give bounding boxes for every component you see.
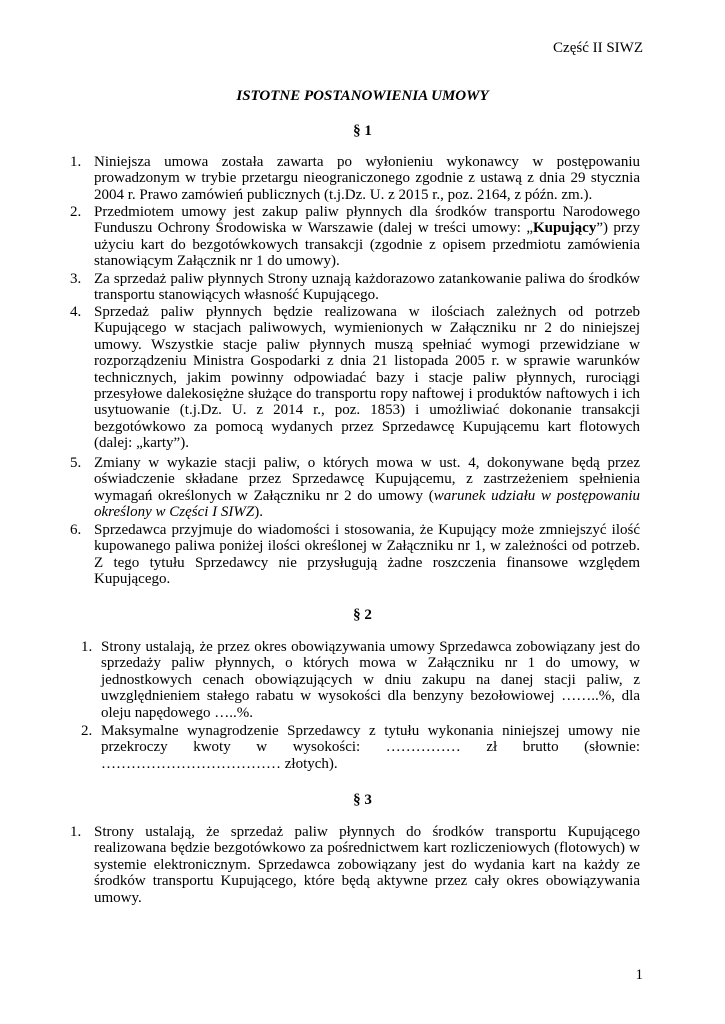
list-item bbox=[70, 455, 640, 521]
item-number: 2. bbox=[70, 204, 82, 220]
section-heading: § 3 bbox=[353, 792, 372, 808]
list-item bbox=[81, 639, 640, 721]
list-item bbox=[81, 723, 640, 772]
document-title: ISTOTNE POSTANOWIENIA UMOWY bbox=[236, 88, 489, 104]
item-number: 3. bbox=[70, 271, 82, 287]
list-item bbox=[70, 304, 640, 452]
item-text-italic: warunek udziału w postępowaniu określony w Części I SIWZ bbox=[94, 487, 640, 521]
item-text: Za sprzedaż paliw płynnych Strony uznają każdorazowo zatankowanie paliwa do środków transportu stanowiących własność Kupującego. bbox=[94, 271, 640, 304]
item-text bbox=[94, 204, 640, 270]
list-item bbox=[70, 154, 640, 203]
item-text-part: ”) przy użyciu kart do bezgotówkowych transakcji (zgodnie z opisem przedmiotu zamówienia stanowiącym Załącznik nr 1 do umowy). bbox=[94, 220, 640, 270]
item-number: 5. bbox=[70, 455, 82, 471]
item-number: 6. bbox=[70, 522, 82, 538]
item-text-part: ). bbox=[254, 504, 264, 521]
list-item bbox=[70, 204, 640, 270]
item-text: Strony ustalają, że przez okres obowiązywania umowy Sprzedawca zobowiązany jest do sprzedaży paliw płynnych, o których mowa w Załączniku nr 1 do umowy, w jednostkowych cenach obowiązujących w dniu zakupu na danej stacji paliw, z uwzględnieniem stałego rabatu w wysokości dla benzyny bezołowiowej ……..%, dla oleju napędowego …..%. bbox=[101, 639, 640, 721]
section-heading: § 1 bbox=[353, 123, 372, 139]
page-number: 1 bbox=[635, 967, 643, 983]
item-number: 1. bbox=[70, 154, 82, 170]
item-number: 2. bbox=[81, 723, 93, 739]
item-number: 1. bbox=[70, 824, 82, 840]
item-text bbox=[94, 455, 640, 521]
list-item bbox=[70, 271, 640, 304]
part-label: Część II SIWZ bbox=[553, 40, 643, 56]
item-text: Sprzedaż paliw płynnych będzie realizowana w ilościach zależnych od potrzeb Kupującego w stacjach paliwowych, wymienionych w Załączniku nr 2 do niniejszej umowy. Wszystkie stacje paliw płynnych muszą spełniać wymogi przewidziane w rozporządzeniu Ministra Gospodarki z dnia 21 listopada 2005 r. w sprawie warunków technicznych, jakim powinny odpowiadać bazy i stacje paliw płynnych, rurociągi przesyłowe dalekosiężne służące do transportu ropy naftowej i produktów naftowych i ich usytuowanie (t.j.Dz. U. z 2014 r., poz. 1853) i umożliwiać dokonanie transakcji bezgotówkowo za pomocą wydanych przez Sprzedawcę Kupującemu kart flotowych (dalej: „karty”). bbox=[94, 304, 640, 452]
item-text: Maksymalne wynagrodzenie Sprzedawcy z tytułu wykonania niniejszej umowy nie przekroczy kwoty w wysokości: …………… zł brutto (słownie: ……………………………… złotych). bbox=[101, 723, 640, 772]
item-text: Sprzedawca przyjmuje do wiadomości i stosowania, że Kupujący może zmniejszyć ilość kupowanego paliwa poniżej ilości określonej w Załączniku nr 1, w zależności od potrzeb. Z tego tytułu Sprzedawcy nie przysługują żadne roszczenia finansowe względem Kupującego. bbox=[94, 522, 640, 588]
item-text-bold: Kupujący bbox=[532, 220, 597, 237]
item-text: Niniejsza umowa została zawarta po wyłonieniu wykonawcy w postępowaniu prowadzonym w trybie przetargu nieograniczonego zgodnie z ustawą z dnia 29 stycznia 2004 r. Prawo zamówień publicznych (t.j.Dz. U. z 2015 r., poz. 2164, z późn. zm.). bbox=[94, 154, 640, 203]
item-number: 1. bbox=[81, 639, 93, 655]
item-number: 4. bbox=[70, 304, 82, 320]
list-item bbox=[70, 522, 640, 588]
item-text: Strony ustalają, że sprzedaż paliw płynnych do środków transportu Kupującego realizowana będzie bezgotówkowo za pośrednictwem kart rozliczeniowych (flotowych) w systemie elektronicznym. Sprzedawca zobowiązany jest do wydania kart na każdy ze środków transportu Kupującego, które będą aktywne przez cały okres obowiązywania umowy. bbox=[94, 824, 640, 906]
section-heading: § 2 bbox=[353, 607, 372, 623]
list-item bbox=[70, 824, 640, 906]
item-text-part: Zmiany w wykazie stacji paliw, o których mowa w ust. 4, dokonywane będą przez oświadczenie składane przez Sprzedawcę Kupującemu, z zastrzeżeniem spełnienia wymagań określonych w Załączniku nr 2 do umowy ( bbox=[94, 455, 640, 504]
item-text-part: Przedmiotem umowy jest zakup paliw płynnych dla środków transportu Narodowego Funduszu Ochrony Środowiska w Warszawie (dalej w treści umowy: „ bbox=[94, 204, 640, 237]
